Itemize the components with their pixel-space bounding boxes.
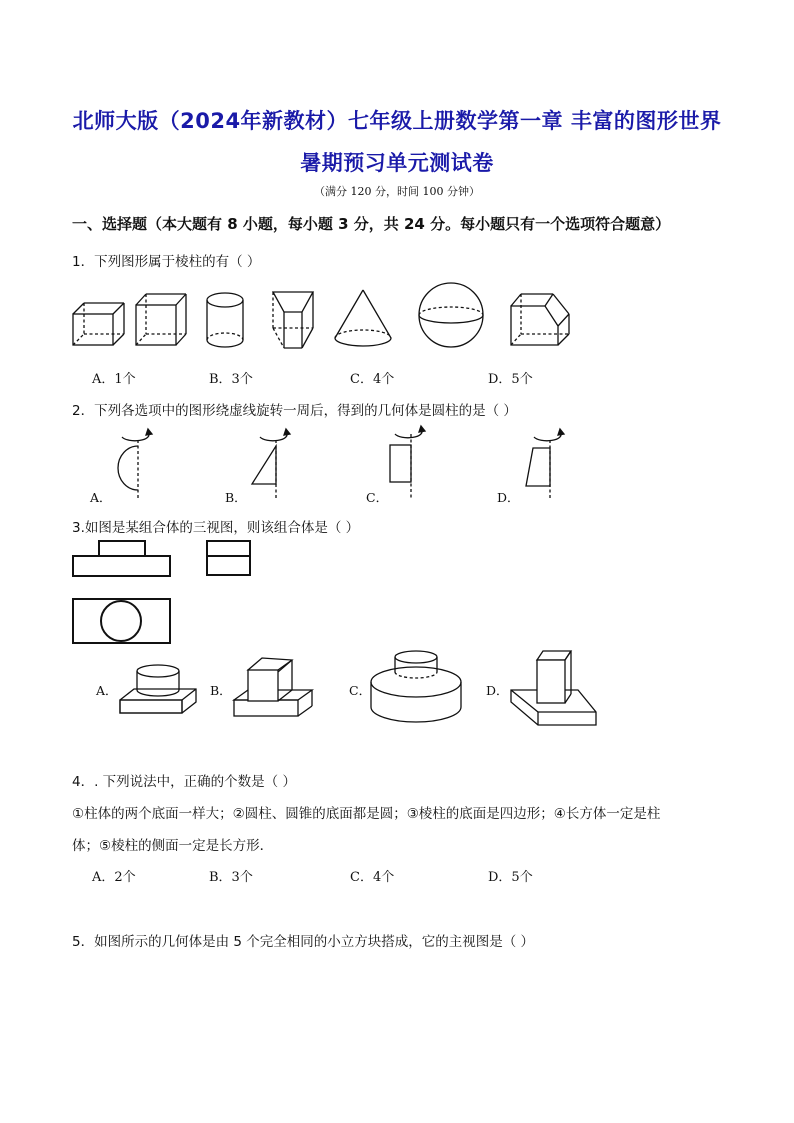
q4-option-b: B．3个 — [209, 870, 253, 885]
q1-option-a: A．1个 — [92, 372, 136, 387]
question-2-stem: 2．下列各选项中的图形绕虚线旋转一周后，得到的几何体是圆柱的是（ ） — [72, 403, 517, 419]
q3-label-a: A． — [96, 683, 118, 698]
q2-label-d: D． — [497, 490, 520, 505]
q2-label-a: A． — [90, 490, 112, 505]
page-title: 北师大版（2024年新教材）七年级上册数学第一章 丰富的图形世界 — [72, 109, 722, 133]
q3-label-b: B． — [210, 683, 232, 698]
q4-option-a: A．2个 — [92, 870, 136, 885]
question-1-stem: 1．下列图形属于棱柱的有（ ） — [72, 254, 261, 270]
q1-option-c: C．4个 — [350, 372, 395, 387]
question-4-statements-line2: 体；⑤棱柱的侧面一定是长方形． — [72, 838, 274, 854]
q1-option-b: B．3个 — [209, 372, 253, 387]
q3-option-b-figure — [234, 658, 312, 716]
q3-option-c-figure — [371, 651, 461, 722]
q2-label-c: C． — [366, 490, 389, 505]
q2-label-b: B． — [225, 490, 247, 505]
page-subtitle: 暑期预习单元测试卷 — [300, 151, 494, 175]
q4-option-c: C．4个 — [350, 870, 395, 885]
q4-option-d: D．5个 — [488, 870, 533, 885]
question-3-stem: 3.如图是某组合体的三视图，则该组合体是（ ） — [72, 520, 360, 536]
q3-label-d: D． — [486, 683, 509, 698]
question-4-statements-line1: ①柱体的两个底面一样大；②圆柱、圆锥的底面都是圆；③棱柱的底面是四边形；④长方体一定是柱 — [72, 806, 661, 822]
q3-label-c: C． — [349, 683, 372, 698]
question-5-stem: 5．如图所示的几何体是由 5 个完全相同的小立方块搭成，它的主视图是（ ） — [72, 934, 535, 950]
q1-option-d: D．5个 — [488, 372, 533, 387]
section-heading: 一、选择题（本大题有 8 小题，每小题 3 分，共 24 分。每小题只有一个选项符合题意） — [72, 215, 671, 233]
question-4-stem: 4．. 下列说法中，正确的个数是（ ） — [72, 774, 296, 790]
score-time-note: （满分 120 分，时间 100 分钟） — [314, 185, 480, 198]
q3-option-d-figure — [511, 651, 596, 725]
q3-option-a-figure — [120, 665, 196, 713]
